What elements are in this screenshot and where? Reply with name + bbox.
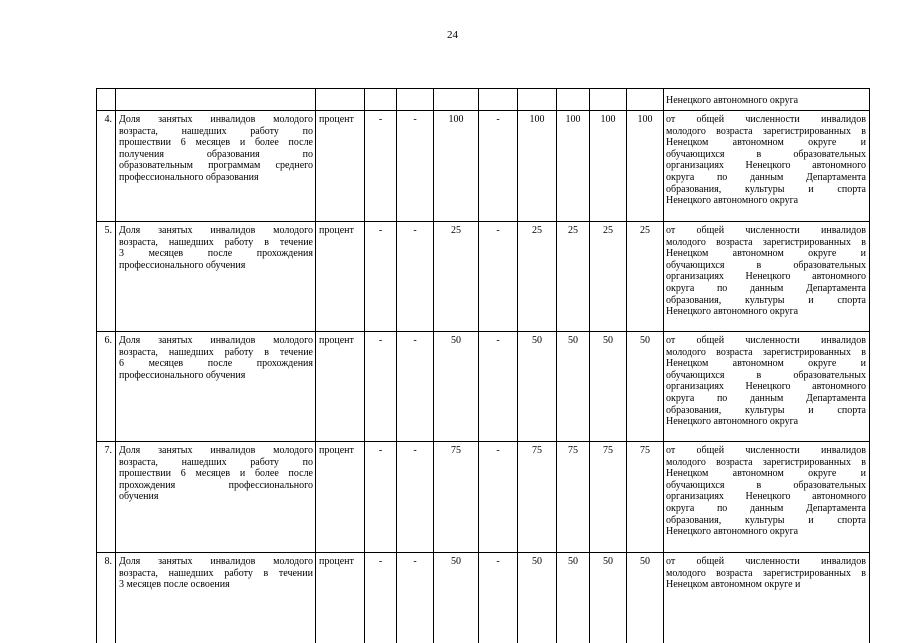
basis-cell-line: образования, культуры и спорта	[666, 183, 866, 195]
basis-cell-line: от общей численности инвалидов	[666, 556, 866, 567]
value-cell: 25	[590, 222, 627, 332]
indicator-name-line: Доля занятых инвалидов молодого	[119, 225, 313, 236]
indicator-name-line: 3 месяцев после освоения	[119, 579, 230, 591]
table-row-continuation	[97, 89, 870, 111]
indicator-name-line: прошествии 6 месяцев и более после	[119, 468, 313, 480]
value-cell: 75	[434, 442, 479, 553]
indicator-name	[116, 553, 316, 643]
value-cell: -	[365, 332, 397, 442]
table-row	[97, 222, 870, 332]
indicator-name-line: Доля занятых инвалидов молодого	[119, 556, 313, 567]
value-cell: -	[365, 222, 397, 332]
basis-cell-line: организациях Ненецкого автономного	[666, 271, 866, 283]
indicator-name-line: Доля занятых инвалидов молодого	[119, 114, 313, 125]
basis-cell-line: обучающихся в образовательных	[666, 148, 866, 160]
value-cell: 25	[627, 222, 664, 332]
basis-cell-line: молодого возраста зарегистрированных в	[666, 346, 866, 358]
value-cell: 75	[557, 442, 590, 553]
table-row	[97, 332, 870, 442]
value-cell: -	[397, 111, 434, 222]
basis-cell-line: молодого возраста зарегистрированных в	[666, 456, 866, 468]
basis-cell-line: от общей численности инвалидов	[666, 445, 866, 456]
basis-cell-line: организациях Ненецкого автономного	[666, 160, 866, 172]
value-cell: 100	[590, 111, 627, 222]
basis-cell-line: округа по данным Департамента	[666, 282, 866, 294]
basis-cell-line: Ненецкого автономного округа	[666, 195, 799, 207]
value-cell: -	[397, 332, 434, 442]
basis-cell-line: округа по данным Департамента	[666, 171, 866, 183]
basis-cell-line: организациях Ненецкого автономного	[666, 381, 866, 393]
indicator-name	[116, 222, 316, 332]
row-number: 8.	[97, 553, 116, 643]
indicator-name	[116, 111, 316, 222]
value-cell: 75	[590, 442, 627, 553]
basis-cell-line: образования, культуры и спорта	[666, 404, 866, 416]
value-cell: 50	[434, 553, 479, 643]
value-cell: 25	[434, 222, 479, 332]
row-number: 4.	[97, 111, 116, 222]
value-cell: 100	[434, 111, 479, 222]
indicator-name-line: профессионального обучения	[119, 259, 246, 271]
basis-cell-line: Ненецкого автономного округа	[666, 306, 799, 318]
basis-cell	[664, 442, 870, 553]
value-cell: -	[397, 222, 434, 332]
value-cell: -	[365, 553, 397, 643]
value-cell: -	[479, 332, 518, 442]
basis-cell-line: организациях Ненецкого автономного	[666, 491, 866, 503]
table-row	[97, 111, 870, 222]
value-cell: -	[365, 111, 397, 222]
unit-cell: процент	[316, 222, 365, 332]
indicator-name-line: Доля занятых инвалидов молодого	[119, 445, 313, 456]
basis-cell-line: обучающихся в образовательных	[666, 259, 866, 271]
value-cell: 100	[627, 111, 664, 222]
basis-cell-line: от общей численности инвалидов	[666, 335, 866, 346]
basis-cell: Ненецкого автономного округа	[664, 89, 870, 111]
value-cell: -	[365, 442, 397, 553]
basis-cell-line: Ненецком автономном округе и	[666, 137, 866, 149]
value-cell: -	[479, 111, 518, 222]
indicator-name-line: обучения	[119, 491, 159, 503]
indicator-name-line: возраста, нашедших работу по	[119, 125, 313, 137]
basis-cell-line: от общей численности инвалидов	[666, 225, 866, 236]
indicator-name-line: прохождения профессионального	[119, 479, 313, 491]
indicator-name-line: образовательным программам среднего	[119, 160, 313, 172]
unit-cell: процент	[316, 553, 365, 643]
value-cell: 25	[557, 222, 590, 332]
basis-cell	[664, 222, 870, 332]
basis-cell-line: молодого возраста зарегистрированных в	[666, 567, 866, 579]
value-cell: -	[397, 442, 434, 553]
table-row	[97, 553, 870, 643]
row-number: 7.	[97, 442, 116, 553]
unit-cell: процент	[316, 442, 365, 553]
basis-cell-line: Ненецком автономном округе и	[666, 468, 866, 480]
value-cell: -	[479, 222, 518, 332]
basis-cell-line: образования, культуры и спорта	[666, 294, 866, 306]
unit-cell: процент	[316, 111, 365, 222]
basis-cell	[664, 553, 870, 643]
value-cell: 50	[590, 332, 627, 442]
basis-cell-line: Ненецкого автономного округа	[666, 526, 799, 538]
basis-cell	[664, 332, 870, 442]
value-cell: 50	[590, 553, 627, 643]
row-number: 5.	[97, 222, 116, 332]
value-cell: -	[479, 553, 518, 643]
row-number: 6.	[97, 332, 116, 442]
indicator-name-line: возраста, нашедших работу в течении	[119, 567, 313, 579]
indicator-name-line: 3 месяцев после прохождения	[119, 248, 313, 260]
indicator-name-line: профессионального образования	[119, 171, 259, 183]
basis-cell	[664, 111, 870, 222]
indicator-name	[116, 332, 316, 442]
basis-cell-line: молодого возраста зарегистрированных в	[666, 125, 866, 137]
indicator-name-line: возраста, нашедших работу в течение	[119, 236, 313, 248]
value-cell: -	[397, 553, 434, 643]
value-cell: 100	[518, 111, 557, 222]
value-cell: 50	[557, 553, 590, 643]
value-cell: 50	[627, 332, 664, 442]
basis-cell-line: Ненецкого автономного округа	[666, 416, 799, 428]
value-cell: 100	[557, 111, 590, 222]
value-cell: 50	[627, 553, 664, 643]
unit-cell: процент	[316, 332, 365, 442]
indicator-name	[116, 442, 316, 553]
value-cell: 50	[557, 332, 590, 442]
value-cell: 25	[518, 222, 557, 332]
indicator-name-line: прошествии 6 месяцев и более после	[119, 137, 313, 149]
value-cell: 75	[518, 442, 557, 553]
basis-cell-line: Ненецком автономном округе и	[666, 358, 866, 370]
basis-cell-line: от общей численности инвалидов	[666, 114, 866, 125]
indicator-name-line: Доля занятых инвалидов молодого	[119, 335, 313, 346]
indicator-name-line: получения образования по	[119, 148, 313, 160]
basis-cell-line: обучающихся в образовательных	[666, 369, 866, 381]
basis-cell-line: Ненецком автономном округе и	[666, 248, 866, 260]
basis-cell-line: Ненецком автономном округе и	[666, 579, 801, 591]
indicator-name-line: 6 месяцев после прохождения	[119, 358, 313, 370]
basis-cell-line: обучающихся в образовательных	[666, 479, 866, 491]
basis-cell-line: молодого возраста зарегистрированных в	[666, 236, 866, 248]
basis-cell-line: округа по данным Департамента	[666, 502, 866, 514]
page-number: 24	[447, 29, 458, 41]
value-cell: 50	[518, 553, 557, 643]
value-cell: 50	[434, 332, 479, 442]
basis-cell-line: образования, культуры и спорта	[666, 514, 866, 526]
indicator-name-line: возраста, нашедших работу по	[119, 456, 313, 468]
indicators-table	[96, 88, 870, 643]
value-cell: -	[479, 442, 518, 553]
value-cell: 50	[518, 332, 557, 442]
basis-cell-line: округа по данным Департамента	[666, 392, 866, 404]
indicator-name-line: профессионального обучения	[119, 369, 246, 381]
value-cell: 75	[627, 442, 664, 553]
indicator-name-line: возраста, нашедших работу в течение	[119, 346, 313, 358]
table-row	[97, 442, 870, 553]
